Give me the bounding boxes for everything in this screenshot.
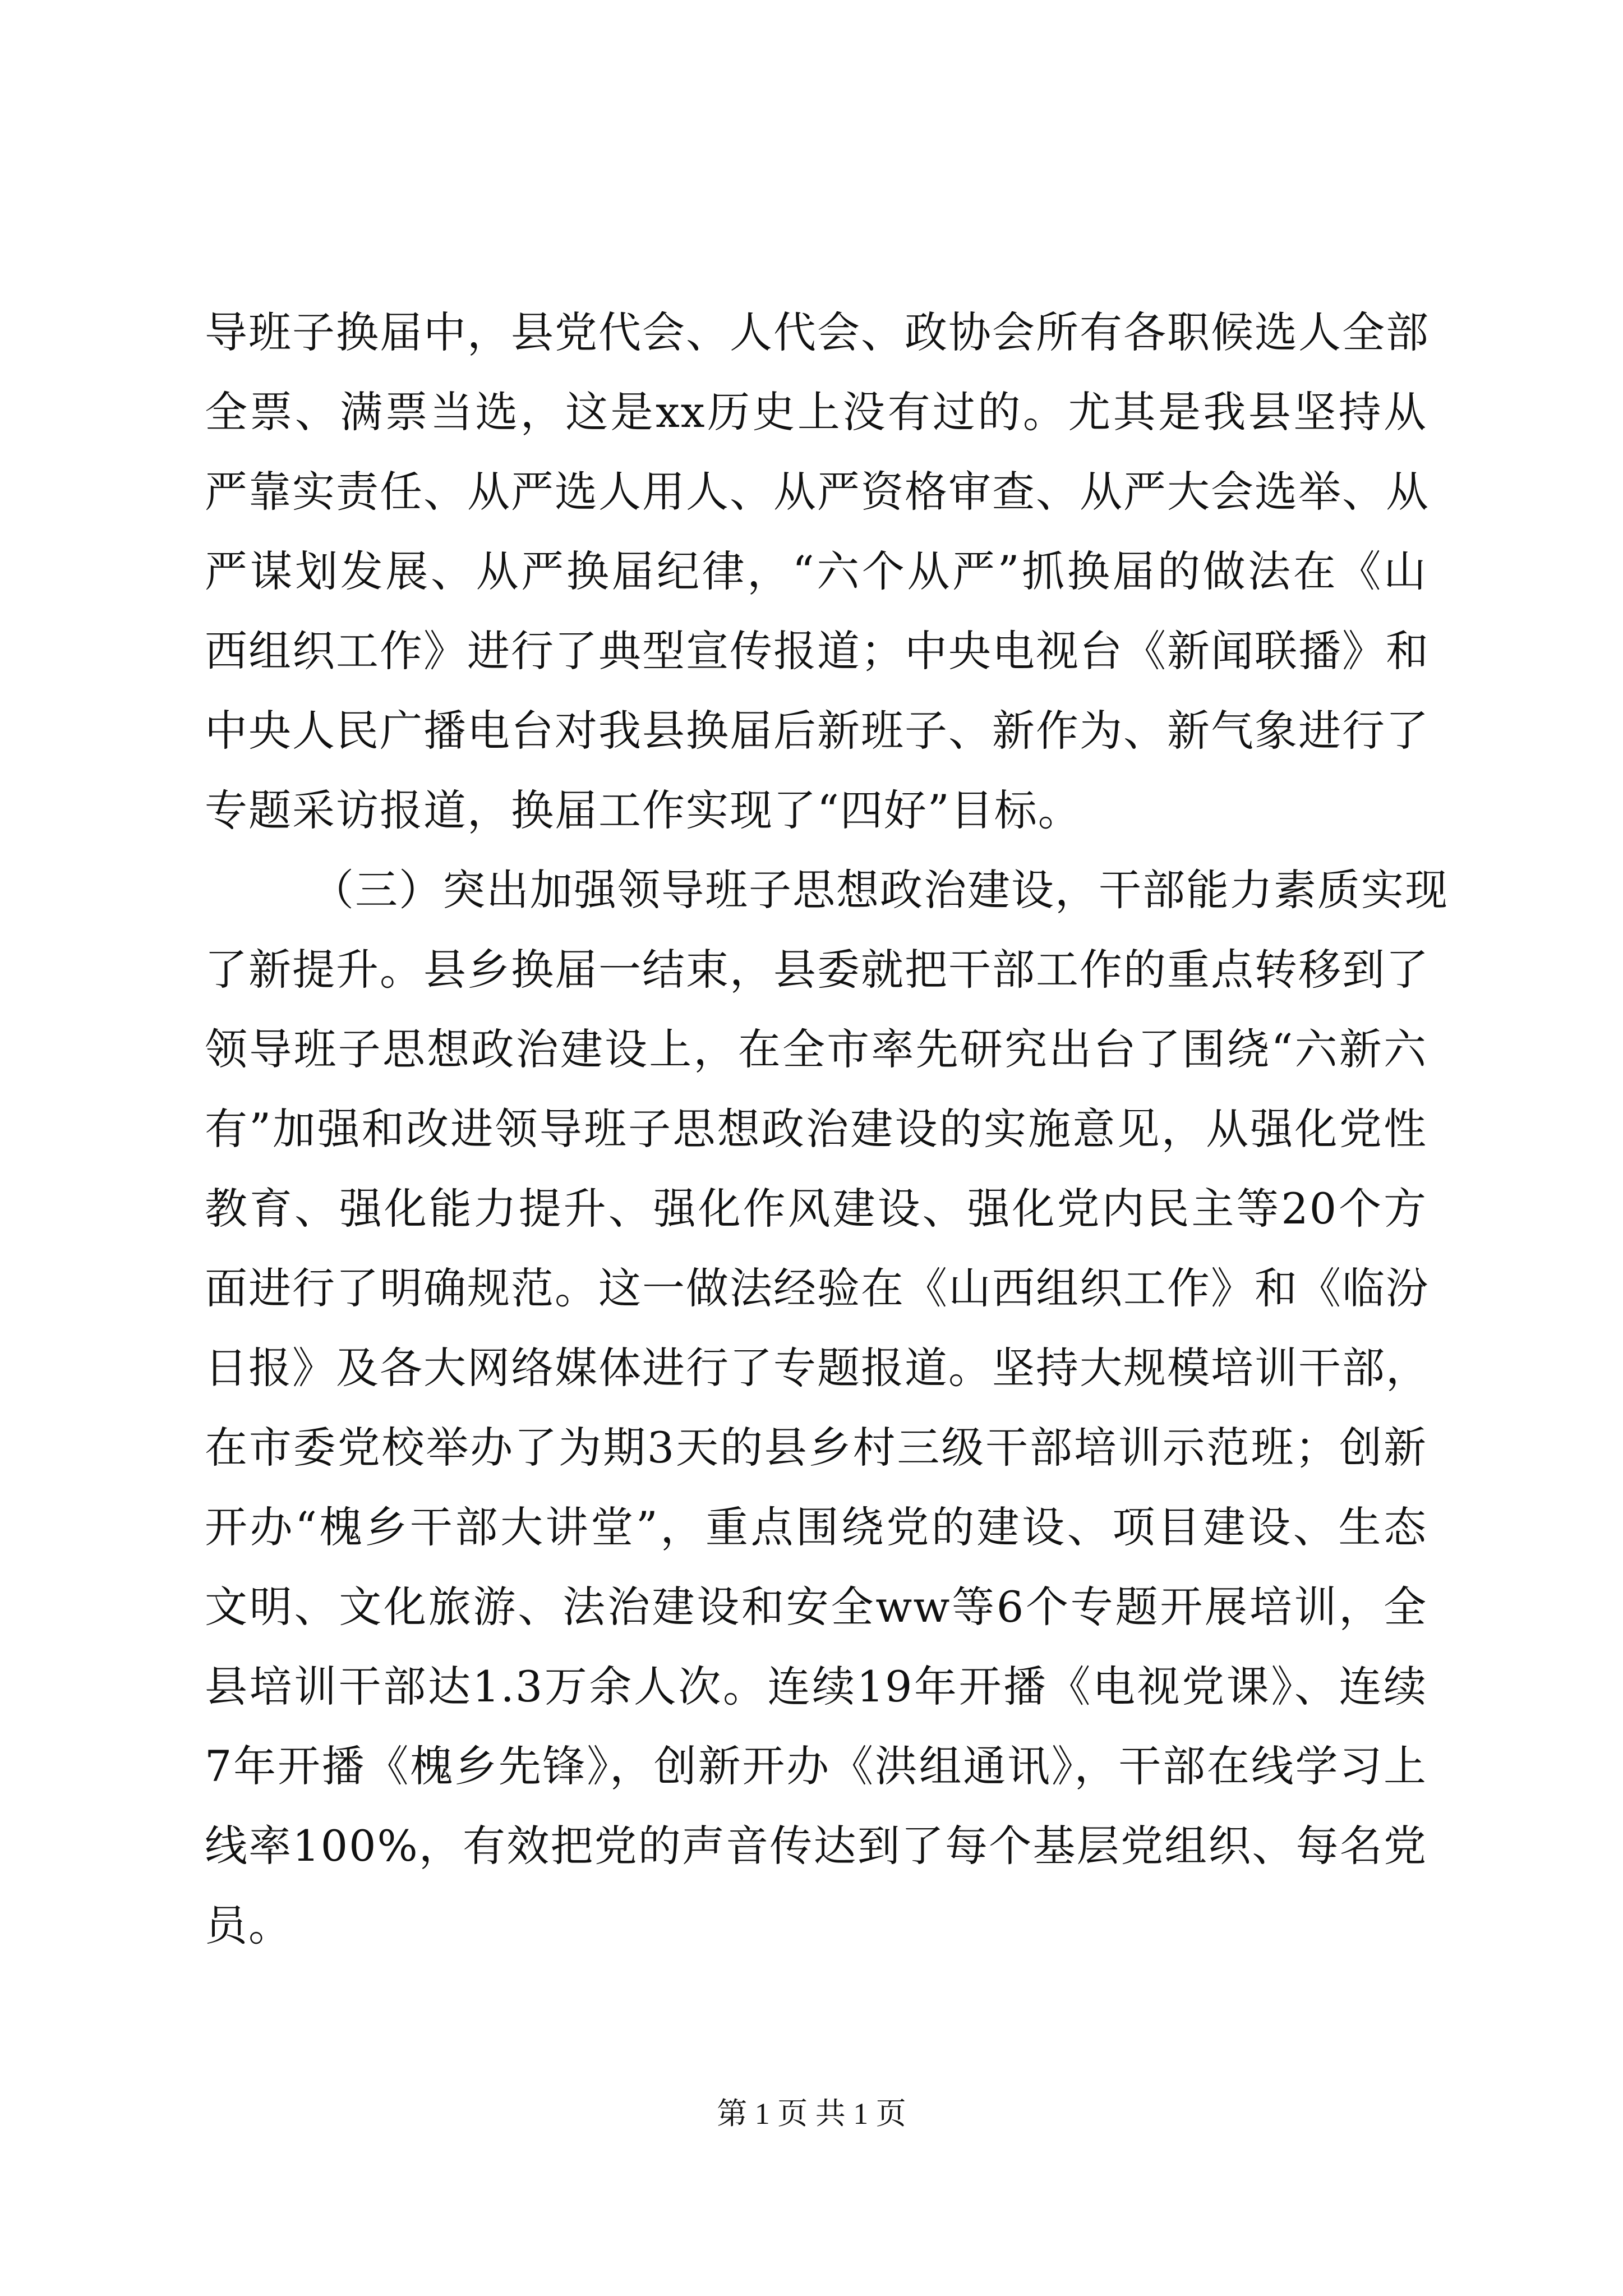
body-line: 了新提升。县乡换届一结束，县委就把干部工作的重点转移到了 — [205, 945, 1430, 995]
body-line: 导班子换届中，县党代会、人代会、政协会所有各职候选人全部 — [205, 307, 1430, 357]
body-line: 员。 — [205, 1901, 292, 1950]
body-line: 专题采访报道，换届工作实现了“四好”目标。 — [205, 785, 1082, 835]
body-line: 线率100%，有效把党的声音传达到了每个基层党组织、每名党 — [205, 1821, 1427, 1871]
page-footer: 第 1 页 共 1 页 — [717, 2097, 906, 2131]
body-line: 县培训干部达1.3万余人次。连续19年开播《电视党课》、连续 — [205, 1662, 1427, 1711]
section-heading-line: （三）突出加强领导班子思想政治建设，干部能力素质实现 — [311, 865, 1449, 915]
body-line: 教育、强化能力提升、强化作风建设、强化党内民主等20个方 — [205, 1184, 1427, 1234]
body-line: 全票、满票当选，这是xx历史上没有过的。尤其是我县坚持从 — [205, 387, 1427, 437]
body-line: 文明、文化旅游、法治建设和安全ww等6个专题开展培训，全 — [205, 1582, 1427, 1632]
body-line: 严谋划发展、从严换届纪律，“六个从严”抓换届的做法在《山 — [205, 546, 1427, 596]
body-line: 开办“槐乡干部大讲堂”，重点围绕党的建设、项目建设、生态 — [205, 1502, 1427, 1552]
body-line: 中央人民广播电台对我县换届后新班子、新作为、新气象进行了 — [205, 706, 1430, 756]
body-line: 领导班子思想政治建设上，在全市率先研究出台了围绕“六新六 — [205, 1024, 1427, 1074]
body-line: 面进行了明确规范。这一做法经验在《山西组织工作》和《临汾 — [205, 1263, 1430, 1313]
body-line: 西组织工作》进行了典型宣传报道；中央电视台《新闻联播》和 — [205, 626, 1430, 676]
body-line: 有”加强和改进领导班子思想政治建设的实施意见，从强化党性 — [205, 1104, 1427, 1154]
body-line: 严靠实责任、从严选人用人、从严资格审查、从严大会选举、从 — [205, 467, 1430, 517]
body-line: 7年开播《槐乡先锋》，创新开办《洪组通讯》，干部在线学习上 — [205, 1741, 1427, 1791]
body-line: 日报》及各大网络媒体进行了专题报道。坚持大规模培训干部， — [205, 1343, 1430, 1393]
body-line: 在市委党校举办了为期3天的县乡村三级干部培训示范班；创新 — [205, 1423, 1427, 1473]
